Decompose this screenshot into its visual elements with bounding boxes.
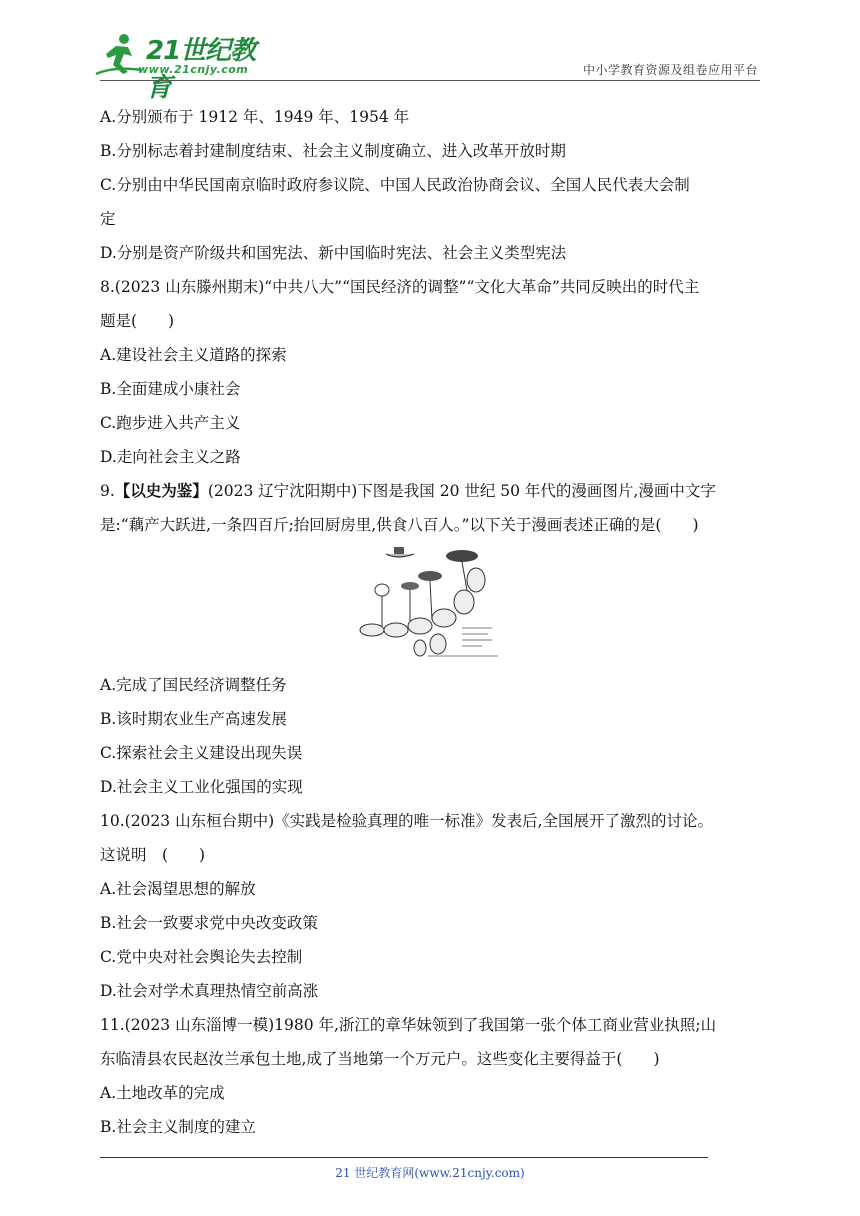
lotus-root-cartoon [100,544,765,664]
q9-stem-line1 [100,474,765,508]
page-header [0,0,860,103]
q9-stem-line2: 是:“藕产大跃进,一条四百斤;抬回厨房里,供食八百人。”以下关于漫画表述正确的是( ) [100,516,699,534]
q8-option-a: A.建设社会主义道路的探索 [100,346,287,364]
runner-logo-icon [94,30,144,78]
q9-option-c: C.探索社会主义建设出现失误 [100,744,303,762]
site-logo[interactable] [94,30,264,103]
q10-option-b: B.社会一致要求党中央改变政策 [100,914,318,932]
q9-tag: 【以史为鉴】 [114,481,208,500]
header-divider [100,80,760,81]
q11-option-b: B.社会主义制度的建立 [100,1118,256,1136]
prev-option-c: C.分别由中华民国南京临时政府参议院、中国人民政治协商会议、全国人民代表大会制 [100,176,690,194]
logo-url: www.21cnjy.com [138,63,249,76]
q9-option-a: A.完成了国民经济调整任务 [100,676,287,694]
q8-option-b: B.全面建成小康社会 [100,380,241,398]
prev-option-b: B.分别标志着封建制度结束、社会主义制度确立、进入改革开放时期 [100,142,566,160]
q8-option-d: D.走向社会主义之路 [100,448,241,466]
q10-option-c: C.党中央对社会舆论失去控制 [100,948,303,966]
prev-option-d: D.分别是资产阶级共和国宪法、新中国临时宪法、社会主义类型宪法 [100,244,567,262]
q11-option-a: A.土地改革的完成 [100,1084,225,1102]
question-content [100,100,765,1144]
q9-option-b: B.该时期农业生产高速发展 [100,710,287,728]
footer-link[interactable]: 21 世纪教育网(www.21cnjy.com) [335,1166,525,1180]
q8-stem-line1: 8.(2023 山东滕州期末)“中共八大”“国民经济的调整”“文化大革命”共同反映出的时代主 [100,278,700,296]
q10-option-d: D.社会对学术真理热情空前高涨 [100,982,319,1000]
q10-stem-line2: 这说明 ( ) [100,846,206,864]
q8-stem-line2: 题是( ) [100,312,175,330]
q10-stem-line1: 10.(2023 山东桓台期中)《实践是检验真理的唯一标准》发表后,全国展开了激烈的讨论。 [100,812,714,830]
q10-option-a: A.社会渴望思想的解放 [100,880,256,898]
q9-number: 9. [100,482,115,500]
cartoon-image [358,544,508,662]
q8-option-c: C.跑步进入共产主义 [100,414,241,432]
q11-stem-line1: 11.(2023 山东淄博一模)1980 年,浙江的章华妹领到了我国第一张个体工商业营业执照;山 [100,1016,717,1034]
prev-option-a: A.分别颁布于 1912 年、1949 年、1954 年 [100,108,410,126]
footer-divider [100,1157,708,1158]
q9-option-d: D.社会主义工业化强国的实现 [100,778,303,796]
q11-stem-line2: 东临清县农民赵汝兰承包土地,成了当地第一个万元户。这些变化主要得益于( ) [100,1050,660,1068]
logo-title: 21世纪教育 [146,36,256,103]
q9-stem-rest: (2023 辽宁沈阳期中)下图是我国 20 世纪 50 年代的漫画图片,漫画中文字 [207,482,716,500]
platform-name: 中小学教育资源及组卷应用平台 [582,63,758,77]
prev-option-c-cont: 定 [100,210,116,228]
